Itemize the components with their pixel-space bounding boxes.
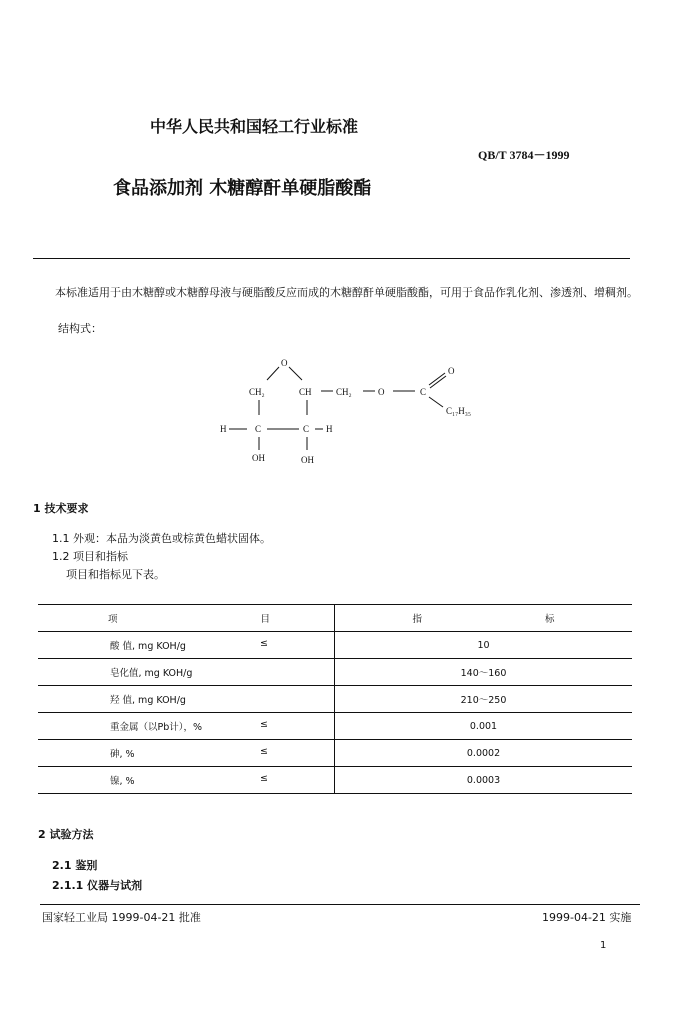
row-operator: ≤: [260, 638, 268, 649]
clause-2-1-1: 2.1.1 仪器与试剂: [52, 879, 143, 892]
clause-1-1: 1.1 外观：本品为淡黄色或棕黄色蜡状固体。: [52, 532, 271, 545]
alkyl-chain: C₁₇H₃₅: [446, 406, 472, 416]
ch-group: CH: [299, 387, 312, 397]
document-title: 食品添加剂 木糖醇酐单硬脂酸酯: [113, 178, 372, 199]
carbonyl-carbon: C: [420, 387, 427, 397]
issuing-authority: 中华人民共和国轻工行业标准: [150, 117, 359, 136]
row-item-name: 重金属（以Pb计），%: [110, 722, 203, 733]
table-row: [38, 632, 632, 659]
ch2-link: CH₂: [336, 387, 352, 397]
ch2-group: CH₂: [249, 387, 265, 397]
footer-rule: [40, 904, 640, 905]
table-row: [38, 659, 632, 686]
table-head-item: 项 目: [38, 605, 335, 632]
row-value: 140～160: [460, 668, 507, 679]
effective-date: 1999-04-21 实施: [542, 911, 632, 924]
row-value: 0.001: [469, 720, 498, 732]
row-item-name: 羟 值, mg KOH/g: [110, 695, 186, 706]
intro-paragraph: 本标准适用于由木糖醇或木糖醇母液与硬脂酸反应而成的木糖醇酐单硬脂酸酯，可用于食品作乳化剂、渗透剂、增稠剂。: [55, 286, 638, 299]
h-left: H: [220, 424, 227, 434]
row-operator: ≤: [260, 773, 268, 784]
approval-date: 国家轻工业局 1999-04-21 批准: [42, 911, 201, 924]
header-rule: [33, 258, 630, 259]
structural-formula: [215, 355, 505, 470]
oh-right: OH: [301, 455, 314, 465]
row-value: 10: [477, 639, 490, 651]
section-2-heading: 2 试验方法: [38, 828, 94, 841]
row-value: 210～250: [460, 695, 507, 706]
table-row: [38, 686, 632, 713]
structure-label: 结构式：: [58, 322, 102, 335]
table-row: [38, 740, 632, 767]
row-item-name: 皂化值, mg KOH/g: [110, 668, 193, 679]
row-item-name: 镍, %: [110, 776, 135, 787]
ester-oxygen: O: [378, 387, 385, 397]
clause-2-1: 2.1 鉴别: [52, 859, 98, 872]
carbonyl-oxygen: O: [448, 366, 455, 376]
h-right: H: [326, 424, 333, 434]
page-number: 1: [600, 940, 607, 951]
ring-oxygen: O: [281, 358, 288, 368]
c-right: C: [303, 424, 310, 434]
row-item-name: 砷, %: [110, 749, 135, 760]
row-value: 0.0002: [466, 747, 501, 759]
row-item-name: 酸 值, mg KOH/g: [110, 641, 186, 652]
table-row: [38, 767, 632, 794]
table-head-index: 指 标: [412, 614, 555, 625]
table-row: [38, 713, 632, 740]
section-1-heading: 1 技术要求: [33, 502, 89, 515]
row-operator: ≤: [260, 719, 268, 730]
clause-1-2: 1.2 项目和指标: [52, 550, 128, 563]
clause-1-2-text: 项目和指标见下表。: [66, 568, 165, 581]
oh-left: OH: [252, 453, 265, 463]
standard-code: QB/T 3784－1999: [478, 148, 570, 162]
row-operator: ≤: [260, 746, 268, 757]
spec-table: [38, 604, 632, 794]
row-value: 0.0003: [466, 774, 501, 786]
c-left: C: [255, 424, 262, 434]
